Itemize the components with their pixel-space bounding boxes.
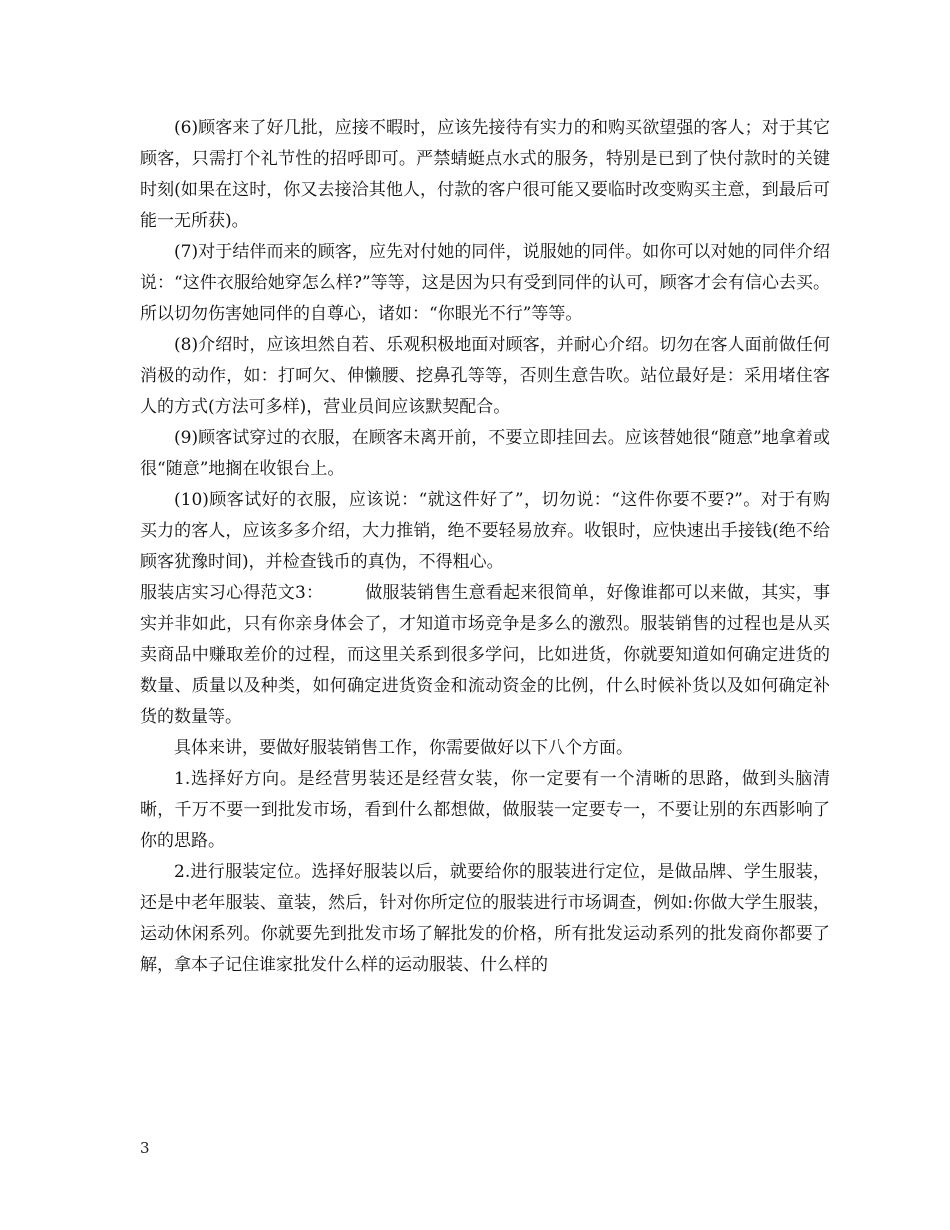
section-3-paragraph bbox=[140, 578, 830, 733]
paragraph-10: (10)顾客试好的衣服，应该说：“就这件好了”，切勿说：“这件你要不要?”。对于有购买力的客人，应该多多介绍，大力推销，绝不要轻易放弃。收银时，应快速出手接钱(绝不给顾客犹豫时间)，并检查钱币的真伪，不得粗心。 bbox=[140, 490, 830, 572]
paragraph-6: (6)顾客来了好几批，应接不暇时，应该先接待有实力的和购买欲望强的客人；对于其它顾客，只需打个礼节性的招呼即可。严禁蜻蜓点水式的服务，特别是已到了快付款时的关键时刻(如果在这时，你又去接洽其他人，付款的客户很可能又要临时改变购买主意，到最后可能一无所获)。 bbox=[140, 118, 830, 231]
paragraph-point-1: 1.选择好方向。是经营男装还是经营女装，你一定要有一个清晰的思路，做到头脑清晰，千万不要一到批发市场，看到什么都想做，做服装一定要专一，不要让别的东西影响了你的思路。 bbox=[140, 769, 830, 851]
paragraph-point-2: 2.进行服装定位。选择好服装以后，就要给你的服装进行定位，是做品牌、学生服装，还是中老年服装、童装，然后，针对你所定位的服装进行市场调查，例如:你做大学生服装，运动休闲系列。你就要先到批发市场了解批发的价格，所有批发运动系列的批发商你都要了解，拿本子记住谁家批发什么样的运动服装、什么样的 bbox=[140, 862, 830, 975]
paragraph-7: (7)对于结伴而来的顾客，应先对付她的同伴，说服她的同伴。如你可以对她的同伴介绍说：“这件衣服给她穿怎么样?”等等，这是因为只有受到同伴的认可，顾客才会有信心去买。所以切勿伤害她同伴的自尊心，诸如：“你眼光不行”等等。 bbox=[140, 242, 830, 324]
paragraph-8: (8)介绍时，应该坦然自若、乐观积极地面对顾客，并耐心介绍。切勿在客人面前做任何消极的动作，如：打呵欠、伸懒腰、挖鼻孔等等，否则生意告吹。站位最好是：采用堵住客人的方式(方法可多样)，营业员间应该默契配合。 bbox=[140, 335, 830, 417]
section-intro-text: 做服装销售生意看起来很简单，好像谁都可以来做，其实，事实并非如此，只有你亲身体会了，才知道市场竞争是多么的激烈。服装销售的过程也是从买卖商品中赚取差价的过程，而这里关系到很多学问，比如进货，你就要知道如何确定进货的数量、质量以及种类，如何确定进货资金和流动资金的比例，什么时候补货以及如何确定补货的数量等。 bbox=[140, 583, 830, 727]
paragraph-overview: 具体来讲，要做好服装销售工作，你需要做好以下八个方面。 bbox=[174, 738, 633, 758]
document-body bbox=[140, 113, 830, 981]
section-heading: 服装店实习心得范文3： bbox=[140, 583, 324, 603]
paragraph-9: (9)顾客试穿过的衣服，在顾客未离开前，不要立即挂回去。应该替她很“随意”地拿着或很“随意”地搁在收银台上。 bbox=[140, 428, 830, 479]
page-number: 3 bbox=[140, 1139, 150, 1157]
